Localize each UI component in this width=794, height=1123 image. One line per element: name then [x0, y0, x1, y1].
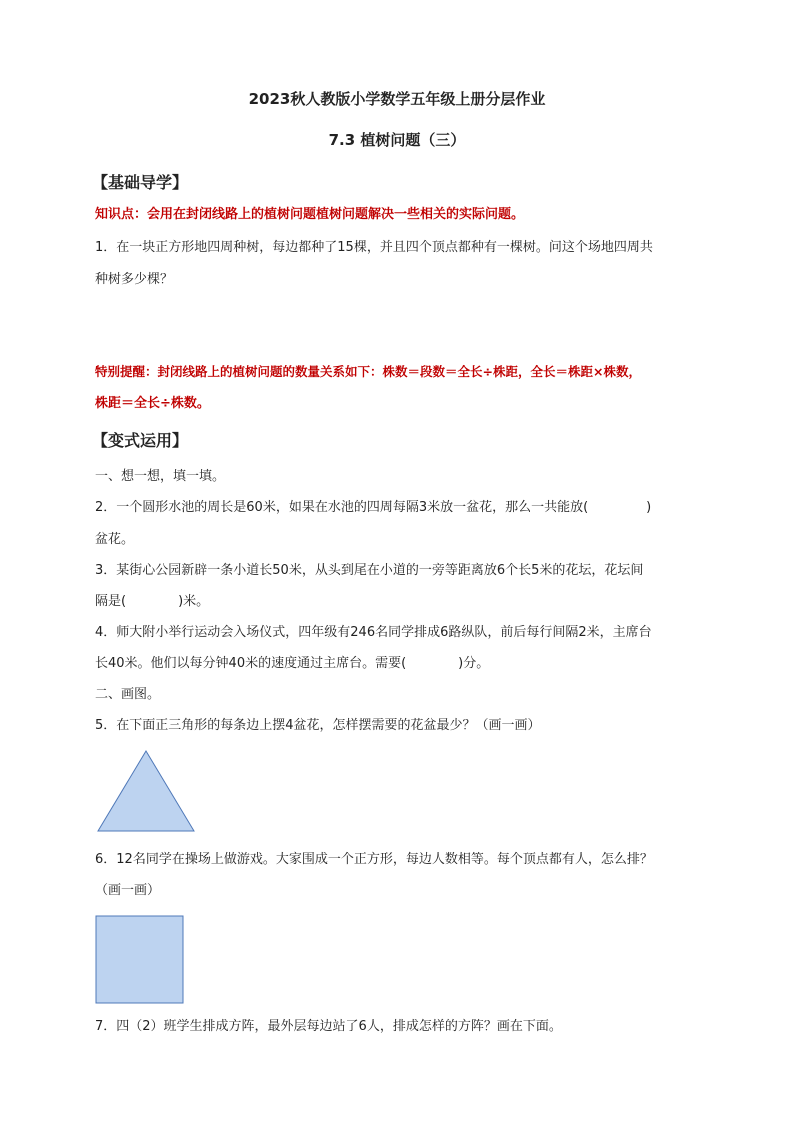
question-6-line-2: （画一画）: [95, 883, 161, 898]
question-2-text: 2．一个圆形水池的周长是60米，如果在水池的四周每隔3米放一盆花，那么一共能放(: [95, 500, 589, 515]
question-2-line-1: [95, 498, 651, 518]
part-2-heading: 二、画图。: [95, 687, 161, 702]
question-5: 5．在下面正三角形的每条边上摆4盆花，怎样摆需要的花盆最少？（画一画）: [95, 718, 541, 733]
question-1-line-1: 1．在一块正方形地四周种树，每边都种了15棵，并且四个顶点都种有一棵树。问这个场地四周共: [95, 240, 653, 255]
square: [96, 916, 183, 1003]
section-heading-basic: 【基础导学】: [92, 173, 189, 192]
document-subtitle: 7.3 植树问题（三）: [328, 131, 466, 149]
tip-line-1: 特别提醒：封闭线路上的植树问题的数量关系如下：株数＝段数＝全长÷株距，全长＝株距×株数，: [95, 364, 641, 379]
part-1-heading: 一、想一想，填一填。: [95, 469, 226, 484]
question-1-line-2: 种树多少棵？: [95, 272, 174, 287]
question-4-text: 长40米。他们以每分钟40米的速度通过主席台。需要(: [95, 656, 407, 671]
question-3-close: )米。: [178, 594, 210, 609]
question-4-line-1: 4．师大附小举行运动会入场仪式，四年级有246名同学排成6路纵队，前后每行间隔2米，主席台: [95, 625, 652, 640]
equilateral-triangle: [98, 751, 194, 831]
question-3-line-1: 3．某街心公园新辟一条小道长50米，从头到尾在小道的一旁等距离放6个长5米的花坛，花坛间: [95, 563, 644, 578]
question-4-close: )分。: [458, 656, 490, 671]
tip-line-2: 株距＝全长÷株数。: [95, 396, 210, 411]
document-title: 2023秋人教版小学数学五年级上册分层作业: [248, 90, 546, 108]
question-3-line-2: [95, 592, 209, 612]
question-2-line-2: 盆花。: [95, 532, 135, 547]
section-heading-variant: 【变式运用】: [92, 431, 189, 450]
question-6-line-1: 6．12名同学在操场上做游戏。大家围成一个正方形，每边人数相等。每个顶点都有人，怎么排？: [95, 852, 653, 867]
triangle-figure: [96, 749, 196, 833]
question-7: 7．四（2）班学生排成方阵，最外层每边站了6人，排成怎样的方阵？画在下面。: [95, 1019, 562, 1034]
square-figure: [95, 915, 185, 1005]
knowledge-point: 知识点：会用在封闭线路上的植树问题植树问题解决一些相关的实际问题。: [95, 207, 525, 222]
question-3-text: 隔是(: [95, 594, 127, 609]
question-2-close: ): [646, 500, 652, 515]
question-4-line-2: [95, 654, 489, 674]
